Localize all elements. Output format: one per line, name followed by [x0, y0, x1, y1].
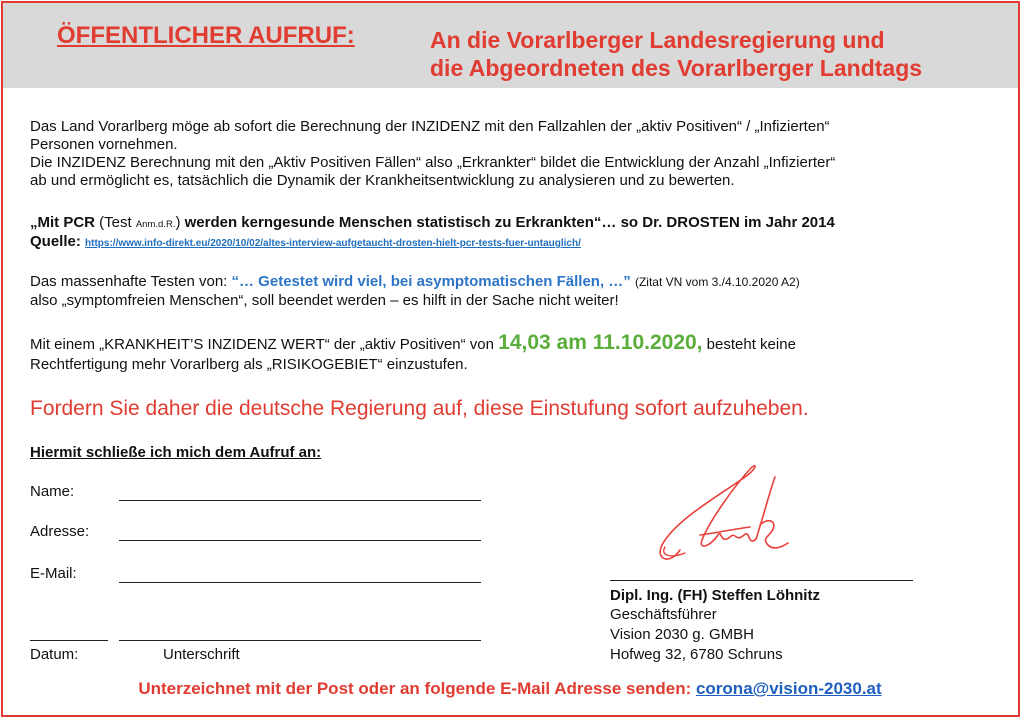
- signature-label: Unterschrift: [163, 646, 240, 663]
- signer-company: Vision 2030 g. GMBH: [610, 626, 754, 643]
- date-label: Datum:: [30, 646, 79, 663]
- header-banner: [3, 3, 1018, 88]
- source-line: [30, 233, 581, 253]
- paragraph-3-citation: (Zitat VN vom 3./4.10.2020 A2): [634, 275, 800, 289]
- paragraph-3-start: Das massenhafte Testen von:: [30, 273, 232, 290]
- source-label: Quelle:: [30, 233, 81, 250]
- date-line[interactable]: [30, 640, 108, 641]
- paragraph-1-line-3: Die INZIDENZ Berechnung mit den „Aktiv Positiven Fällen“ also „Erkrankter“ bildet die Entwicklung der Anzahl „Infizierter“: [30, 154, 836, 171]
- signer-name: Dipl. Ing. (FH) Steffen Löhnitz: [610, 587, 820, 604]
- email-label: E-Mail:: [30, 565, 77, 582]
- header-line-2: die Abgeordneten des Vorarlberger Landtags: [430, 55, 923, 81]
- source-link[interactable]: https://www.info-direkt.eu/2020/10/02/altes-interview-aufgetaucht-drosten-hielt-pcr-tests-fuer-untauglich/: [85, 238, 581, 249]
- demand-statement: Fordern Sie daher die deutsche Regierung auf, diese Einstufung sofort aufzuheben.: [30, 397, 809, 420]
- signer-signature-line: [610, 580, 913, 581]
- name-line[interactable]: [119, 500, 481, 501]
- header-label: ÖFFENTLICHER AUFRUF:: [57, 22, 355, 49]
- handwritten-signature: [640, 455, 800, 570]
- footer-email-link[interactable]: corona@vision-2030.at: [695, 679, 882, 698]
- email-line[interactable]: [119, 582, 481, 583]
- incidence-value: 14,03 am 11.10.2020,: [498, 331, 703, 354]
- paragraph-3-quote: “… Getestet wird viel, bei asymptomatischen Fällen, …”: [231, 273, 631, 290]
- address-label: Adresse:: [30, 523, 90, 540]
- paragraph-1-line-2: Personen vornehmen.: [30, 136, 178, 153]
- address-line[interactable]: [119, 540, 481, 541]
- quote-close-paren: ): [175, 214, 185, 231]
- name-label: Name:: [30, 483, 75, 500]
- quote-test: (Test: [95, 214, 136, 231]
- form-title: Hiermit schließe ich mich dem Aufruf an:: [30, 444, 322, 461]
- paragraph-3-line-1: [30, 273, 800, 291]
- quote-start: „Mit PCR: [30, 214, 95, 231]
- footer-text: Unterzeichnet mit der Post oder an folgende E-Mail Adresse senden:: [138, 679, 696, 698]
- quote-line: [30, 214, 835, 234]
- footer-instruction: [0, 679, 1020, 699]
- signer-role: Geschäftsführer: [610, 606, 717, 623]
- quote-annotation: Anm.d.R.: [135, 219, 176, 230]
- paragraph-1-line-1: Das Land Vorarlberg möge ab sofort die Berechnung der INZIDENZ mit den Fallzahlen der „aktiv Positiven“ / „Infizierten“: [30, 118, 830, 135]
- quote-rest: werden kerngesunde Menschen statistisch zu Erkrankten“… so Dr. DROSTEN im Jahr 2014: [184, 214, 835, 231]
- signature-line[interactable]: [119, 640, 481, 641]
- paragraph-4-start: Mit einem „KRANKHEIT’S INZIDENZ WERT“ der „aktiv Positiven“ von: [30, 336, 499, 353]
- signer-address: Hofweg 32, 6780 Schruns: [610, 646, 783, 663]
- paragraph-4-end: besteht keine: [702, 336, 796, 353]
- paragraph-1-line-4: ab und ermöglicht es, tatsächlich die Dynamik der Krankheitsentwicklung zu analysieren und zu bewerten.: [30, 172, 735, 189]
- paragraph-4-line-2: Rechtfertigung mehr Vorarlberg als „RISIKOGEBIET“ einzustufen.: [30, 356, 468, 373]
- paragraph-4-line-1: [30, 331, 796, 354]
- header-line-1: An die Vorarlberger Landesregierung und: [430, 27, 885, 53]
- paragraph-3-line-2: also „symptomfreien Menschen“, soll beendet werden – es hilft in der Sache nicht weiter!: [30, 292, 619, 309]
